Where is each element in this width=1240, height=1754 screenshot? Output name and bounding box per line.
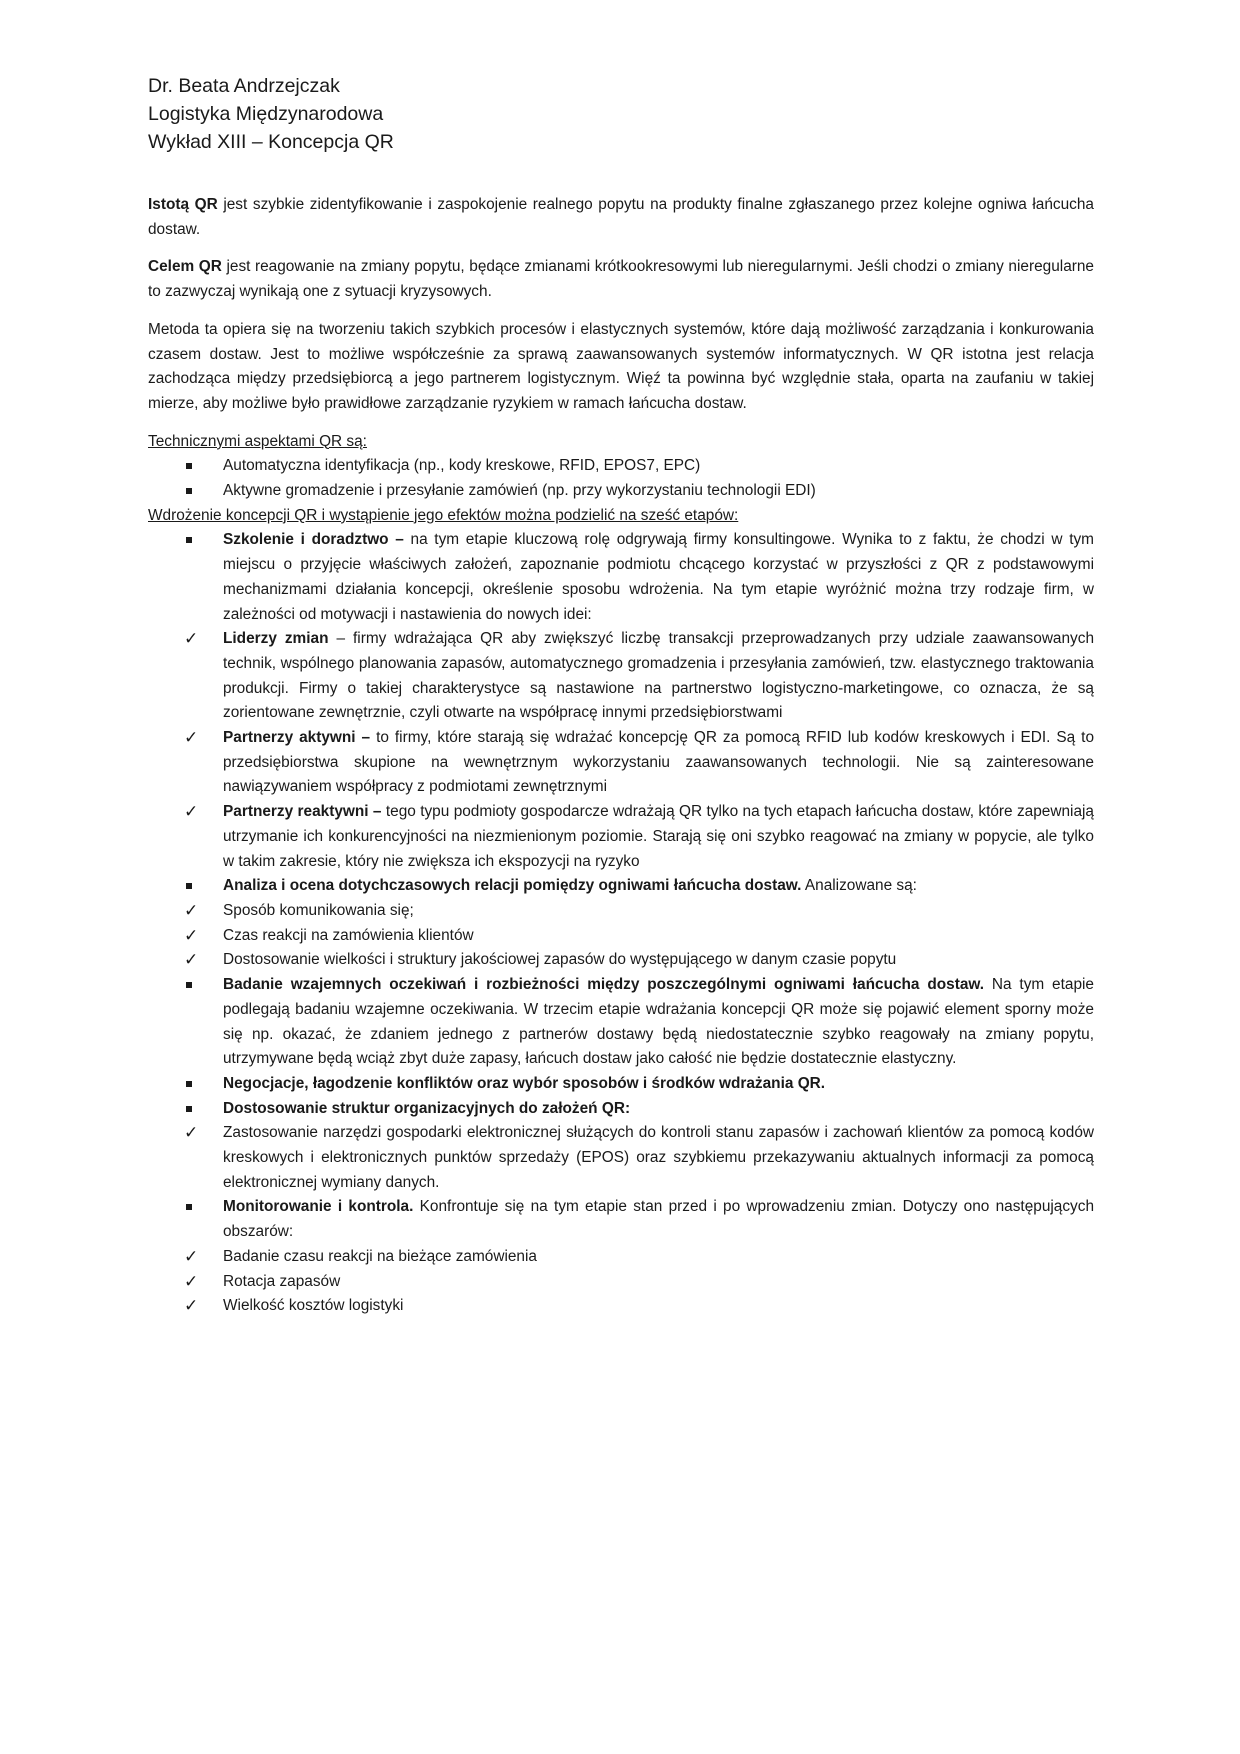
stage-5-sublist — [148, 1121, 1094, 1195]
sub-item-text: to firmy, które starają się wdrażać koncepcję QR za pomocą RFID lub kodów kreskowych i EDI. Są to przedsiębiorstwa skupione na wewnętrznym wykorzystaniu zaawansowanych technologii. Nie są zainteresowane nawiązywaniem współpracy z podmiotami zewnętrznymi — [223, 729, 1095, 796]
checkmark-icon: ✓ — [184, 950, 199, 971]
square-bullet-icon — [186, 1106, 192, 1112]
list-item — [148, 1294, 1094, 1319]
square-bullet-icon — [186, 463, 192, 469]
sub-item-bold: Partnerzy reaktywni – — [223, 803, 382, 821]
sub-item-text: Dostosowanie wielkości i struktury jakościowej zapasów do występującego w danym czasie popytu — [223, 951, 897, 969]
sub-item-bold: Partnerzy aktywni – — [223, 729, 371, 747]
checkmark-icon: ✓ — [184, 728, 199, 749]
list-item — [148, 1121, 1094, 1195]
author-name: Dr. Beata Andrzejczak — [148, 75, 340, 97]
stage-6-bold: Monitorowanie i kontrola. — [223, 1198, 414, 1216]
paragraph-essence-bold: Istotą QR — [148, 196, 218, 213]
document-header — [148, 72, 1094, 156]
list-item-text: Aktywne gromadzenie i przesyłanie zamówień (np. przy wykorzystaniu technologii EDI) — [223, 482, 816, 500]
stage-item-6 — [148, 1195, 1094, 1319]
stage-item-5 — [148, 1097, 1094, 1196]
sub-item-bold: Liderzy zmian — [223, 630, 329, 648]
stage-1-text: na tym etapie kluczową rolę odgrywają firmy konsultingowe. Wynika to z faktu, że chodzi w tym miejscu o przyjęcie właściwych założeń, zapoznanie podmiotu chcącego korzystać w przyszłości z QR z podstawowymi mechanizmami działania koncepcji, określenie sposobu wdrożenia. Na tym etapie wyróżnić można trzy rodzaje firm, w zależności od motywacji i nastawienia do nowych idei: — [223, 531, 1094, 623]
sub-item-text: Zastosowanie narzędzi gospodarki elektronicznej służących do kontroli stanu zapasów i zachowań klientów za pomocą kodów kreskowych i elektronicznych punktów sprzedaży (EPOS) oraz szybkiemu przekazywaniu aktualnych informacji za pomocą elektronicznej wymiany danych. — [223, 1124, 1094, 1191]
paragraph-essence-text: jest szybkie zidentyfikowanie i zaspokojenie realnego popytu na produkty finalne zgłaszanego przez kolejne ogniwa łańcucha dostaw. — [148, 196, 1094, 238]
checkmark-icon: ✓ — [184, 629, 199, 650]
stage-6-text: Konfrontuje się na tym etapie stan przed i po wprowadzeniu zmian. Dotyczy ono następujących obszarów: — [223, 1198, 1095, 1241]
stage-1-bold: Szkolenie i doradztwo – — [223, 531, 404, 549]
paragraph-goal — [148, 255, 1094, 304]
lecture-title: Wykład XIII – Koncepcja QR — [148, 131, 394, 153]
square-bullet-icon — [186, 537, 192, 543]
stage-item-4 — [148, 1072, 1094, 1097]
stage-item-1 — [148, 528, 1094, 874]
technical-aspects-list — [148, 454, 1094, 503]
stage-1-sublist — [148, 627, 1094, 874]
checkmark-icon: ✓ — [184, 1246, 199, 1267]
square-bullet-icon — [186, 1204, 192, 1210]
stage-3-bold: Badanie wzajemnych oczekiwań i rozbieżności między poszczególnymi ogniwami łańcucha dostaw. — [223, 976, 985, 994]
sub-item-text: Wielkość kosztów logistyki — [223, 1297, 404, 1315]
stage-2-text: Analizowane są: — [801, 877, 917, 895]
paragraph-goal-bold: Celem QR — [148, 258, 222, 276]
technical-aspects-title: Technicznymi aspektami QR są: — [148, 432, 367, 450]
stage-5-bold: Dostosowanie struktur organizacyjnych do założeń QR: — [223, 1099, 631, 1117]
stage-4-bold: Negocjacje, łagodzenie konfliktów oraz wybór sposobów i środków wdrażania QR. — [223, 1074, 826, 1092]
list-item — [148, 479, 1094, 504]
stages-list — [148, 528, 1094, 1319]
square-bullet-icon — [186, 488, 192, 494]
stage-item-3 — [148, 973, 1094, 1072]
checkmark-icon: ✓ — [184, 925, 199, 946]
stages-title: Wdrożenie koncepcji QR i wystąpienie jego efektów można podzielić na sześć etapów: — [148, 506, 739, 524]
checkmark-icon: ✓ — [184, 1123, 199, 1144]
checkmark-icon: ✓ — [184, 802, 199, 823]
sub-item-text: tego typu podmioty gospodarcze wdrażają QR tylko na tych etapach łańcucha dostaw, które zapewniają utrzymanie ich konkurencyjności na niezmienionym poziomie. Starają się oni szybko reagować na zmiany w popycie, ale tylko w takim zakresie, który nie zwiększa ich ekspozycji na ryzyko — [223, 803, 1094, 870]
list-item-text: Automatyczna identyfikacja (np., kody kreskowe, RFID, EPOS7, EPC) — [223, 457, 701, 475]
list-item — [148, 627, 1094, 726]
sub-item-text: Badanie czasu reakcji na bieżące zamówienia — [223, 1247, 537, 1265]
list-item — [148, 1245, 1094, 1270]
paragraph-goal-text: jest reagowanie na zmiany popytu, będące zmianami krótkookresowymi lub nieregularnymi. Jeśli chodzi o zmiany nieregularne to zazwyczaj wynikają one z sytuacji kryzysowych. — [148, 258, 1094, 301]
stage-2-sublist — [148, 899, 1094, 973]
list-item — [148, 726, 1094, 800]
sub-item-text: – firmy wdrażająca QR aby zwiększyć liczbę transakcji przeprowadzanych przy udziale zaawansowanych technik, wspólnego planowania zapasów, automatycznego gromadzenia i przesyłania zamówień, tzw. elastycznego traktowania produkcji. Firmy o takiej charakterystyce są nastawione na partnerstwo logistyczno-marketingowe, co oznacza, że są zorientowane zewnętrznie, czyli otwarte na współpracę innymi przedsiębiorstwami — [223, 630, 1094, 722]
list-item — [148, 454, 1094, 479]
square-bullet-icon — [186, 982, 192, 988]
sub-item-text: Sposób komunikowania się; — [223, 901, 414, 919]
stage-6-sublist — [148, 1245, 1094, 1319]
checkmark-icon: ✓ — [184, 1271, 199, 1292]
document-page — [148, 72, 1094, 1319]
list-item — [148, 899, 1094, 924]
checkmark-icon: ✓ — [184, 1296, 199, 1317]
checkmark-icon: ✓ — [184, 900, 199, 921]
paragraph-essence — [148, 193, 1094, 242]
sub-item-text: Czas reakcji na zamówienia klientów — [223, 926, 474, 944]
square-bullet-icon — [186, 883, 192, 889]
sub-item-text: Rotacja zapasów — [223, 1272, 341, 1290]
list-item — [148, 1270, 1094, 1295]
square-bullet-icon — [186, 1081, 192, 1087]
list-item — [148, 924, 1094, 949]
list-item — [148, 948, 1094, 973]
paragraph-method: Metoda ta opiera się na tworzeniu takich szybkich procesów i elastycznych systemów, które dają możliwość zarządzania i konkurowania czasem dostaw. Jest to możliwe współcześnie za sprawą zaawansowanych systemów informatycznych. W QR istotna jest relacja zachodząca między przedsiębiorcą a jego partnerem logistycznym. Więź ta powinna być względnie stała, oparta na zaufaniu w takiej mierze, aby możliwe było prawidłowe zarządzanie ryzykiem w ramach łańcucha dostaw. — [148, 320, 1094, 412]
stage-item-2 — [148, 874, 1094, 973]
stage-3-text: Na tym etapie podlegają badaniu wzajemne oczekiwania. W trzecim etapie wdrażania koncepcji QR może się pojawić element sporny może się np. okazać, że zdaniem jednego z partnerów dostawy będą niedostatecznie szybko reagowały na zmiany popytu, utrzymywane będą wciąż zbyt duże zapasy, łańcuch dostaw jako całość nie będzie dostatecznie elastyczny. — [223, 976, 1094, 1068]
stage-2-bold: Analiza i ocena dotychczasowych relacji pomiędzy ogniwami łańcucha dostaw. — [223, 877, 802, 895]
course-title: Logistyka Międzynarodowa — [148, 103, 384, 125]
list-item — [148, 800, 1094, 874]
